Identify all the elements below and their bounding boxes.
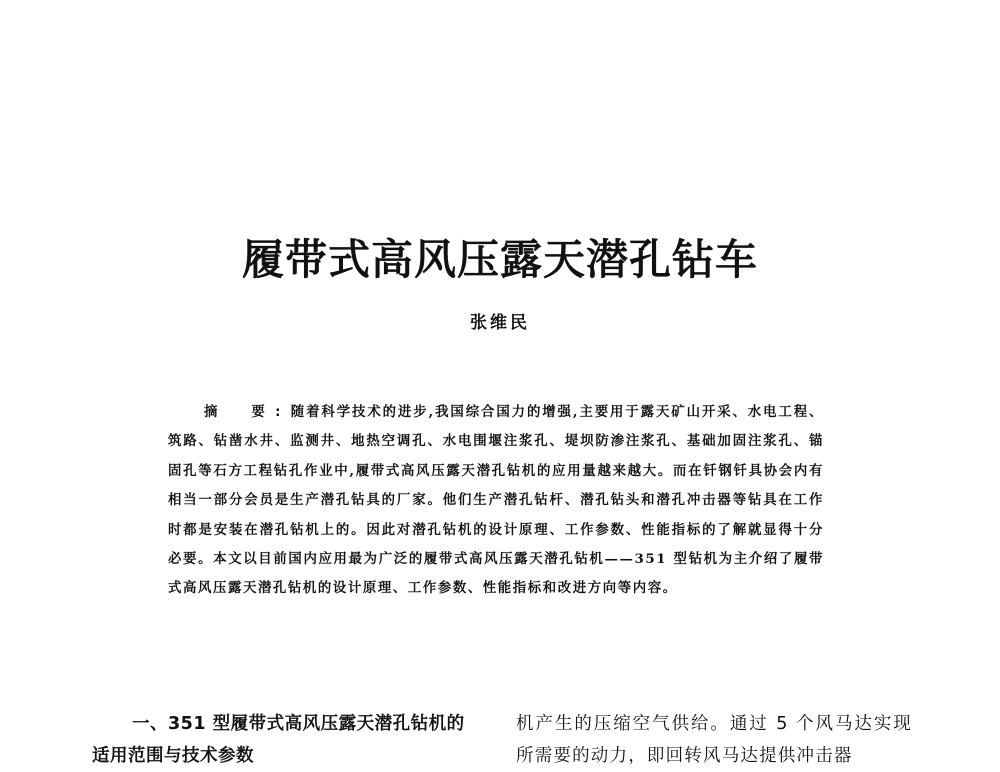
section-heading: 一、351 型履带式高风压露天潜孔钻机的适用范围与技术参数 [92, 714, 465, 766]
paper-title: 履带式高风压露天潜孔钻车 [241, 235, 758, 284]
abstract-label: 摘 要: [204, 405, 291, 420]
body-text-right-column: 机产生的压缩空气供给。通过 5 个风马达实现所需要的动力，即回转风马达提供冲击器 [516, 714, 912, 766]
abstract-text: 随着科学技术的进步,我国综合国力的增强,主要用于露天矿山开采、水电工程、筑路、钻凿水井、监测井、地热空调孔、水电围堰注浆孔、堤坝防渗注浆孔、基础加固注浆孔、锚固孔等石方工程钻孔作业中,履带式高风压露天潜孔钻机的应用量越来越大。而在钎钢钎具协会内有相当一部分会员是生产潜孔钻具的厂家。他们生产潜孔钻杆、潜孔钻头和潜孔冲击器等钻具在工作时都是安装在潜孔钻机上的。因此对潜孔钻机的设计原理、工作参数、性能指标的了解就显得十分必要。本文以目前国内应用最为广泛的履带式高风压露天潜孔钻机——351 型钻机为主介绍了履带式高风压露天潜孔钻机的设计原理、工作参数、性能指标和改进方向等内容。 [168, 404, 825, 597]
author-name: 张维民 [470, 313, 530, 333]
abstract [168, 398, 824, 604]
